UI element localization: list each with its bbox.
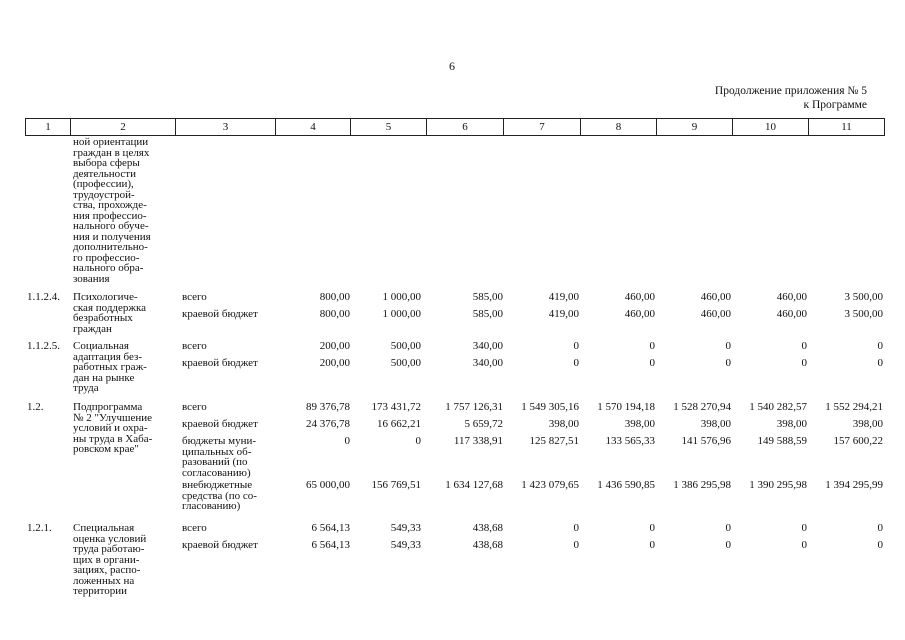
value-cell: 340,00 <box>472 340 503 352</box>
row-code: 1.1.2.4. <box>27 291 60 303</box>
value-cell: 1 540 282,57 <box>749 401 807 413</box>
value-cell: 340,00 <box>472 357 503 369</box>
value-cell: 460,00 <box>624 291 655 303</box>
value-cell: 24 376,78 <box>306 418 350 430</box>
value-cell: 0 <box>725 522 731 534</box>
value-cell: 0 <box>877 357 883 369</box>
column-header: 5 <box>351 119 427 136</box>
value-cell: 1 390 295,98 <box>749 479 807 491</box>
value-cell: 460,00 <box>624 308 655 320</box>
funding-source: краевой бюджет <box>182 418 258 430</box>
value-cell: 460,00 <box>700 308 731 320</box>
value-cell: 0 <box>573 539 579 551</box>
value-cell: 16 662,21 <box>377 418 421 430</box>
value-cell: 0 <box>649 539 655 551</box>
value-cell: 585,00 <box>472 308 503 320</box>
value-cell: 0 <box>344 435 350 447</box>
value-cell: 0 <box>649 357 655 369</box>
value-cell: 125 827,51 <box>529 435 579 447</box>
column-header: 7 <box>504 119 581 136</box>
column-header: 10 <box>733 119 809 136</box>
value-cell: 0 <box>725 340 731 352</box>
continued-item-text: ной ориентации граждан в целях выбора сферы деятельности (профессии), трудоустрой- ства, прохожде- ния профессио- нального обуче- ния и получения дополнительно- го профессио- нального обра- зования <box>73 136 151 285</box>
value-cell: 500,00 <box>390 357 421 369</box>
funding-source: бюджеты муни- ципальных об- разований (по согласованию) <box>182 435 257 479</box>
row-code: 1.1.2.5. <box>27 340 60 352</box>
row-name: Психологиче- ская поддержка безработных граждан <box>73 291 147 335</box>
value-cell: 800,00 <box>319 308 350 320</box>
value-cell: 1 436 590,85 <box>597 479 655 491</box>
appendix-note-line: к Программе <box>803 99 867 111</box>
value-cell: 800,00 <box>319 291 350 303</box>
value-cell: 0 <box>573 340 579 352</box>
value-cell: 1 528 270,94 <box>673 401 731 413</box>
value-cell: 398,00 <box>852 418 883 430</box>
value-cell: 438,68 <box>472 522 503 534</box>
value-cell: 149 588,59 <box>757 435 807 447</box>
value-cell: 460,00 <box>700 291 731 303</box>
column-header: 6 <box>427 119 504 136</box>
value-cell: 460,00 <box>776 308 807 320</box>
funding-source: всего <box>182 291 207 303</box>
value-cell: 549,33 <box>390 539 421 551</box>
funding-source: всего <box>182 522 207 534</box>
value-cell: 1 000,00 <box>382 291 421 303</box>
value-cell: 1 634 127,68 <box>445 479 503 491</box>
value-cell: 141 576,96 <box>681 435 731 447</box>
value-cell: 398,00 <box>776 418 807 430</box>
value-cell: 0 <box>649 522 655 534</box>
value-cell: 156 769,51 <box>371 479 421 491</box>
row-name: Специальная оценка условий труда работаю- щих в органи- зациях, распо- ложенных на территории <box>73 522 147 597</box>
row-name: Подпрограмма № 2 "Улучшение условий и охра- ны труда в Хаба- ровском крае" <box>73 401 153 455</box>
value-cell: 419,00 <box>548 308 579 320</box>
value-cell: 460,00 <box>776 291 807 303</box>
value-cell: 0 <box>573 522 579 534</box>
value-cell: 3 500,00 <box>844 308 883 320</box>
value-cell: 0 <box>725 539 731 551</box>
value-cell: 6 564,13 <box>311 522 350 534</box>
value-cell: 117 338,91 <box>453 435 503 447</box>
column-header: 4 <box>276 119 351 136</box>
value-cell: 65 000,00 <box>306 479 350 491</box>
value-cell: 0 <box>801 522 807 534</box>
value-cell: 0 <box>801 340 807 352</box>
value-cell: 0 <box>877 539 883 551</box>
value-cell: 0 <box>801 357 807 369</box>
funding-source: краевой бюджет <box>182 539 258 551</box>
value-cell: 5 659,72 <box>464 418 503 430</box>
value-cell: 3 500,00 <box>844 291 883 303</box>
value-cell: 200,00 <box>319 340 350 352</box>
value-cell: 585,00 <box>472 291 503 303</box>
value-cell: 173 431,72 <box>371 401 421 413</box>
value-cell: 0 <box>877 340 883 352</box>
value-cell: 1 394 295,99 <box>825 479 883 491</box>
value-cell: 0 <box>573 357 579 369</box>
column-header: 9 <box>657 119 733 136</box>
row-code: 1.2. <box>27 401 44 413</box>
funding-source: краевой бюджет <box>182 357 258 369</box>
value-cell: 0 <box>801 539 807 551</box>
value-cell: 1 757 126,31 <box>445 401 503 413</box>
value-cell: 438,68 <box>472 539 503 551</box>
page-number: 6 <box>449 59 455 73</box>
value-cell: 0 <box>877 522 883 534</box>
funding-source: внебюджетные средства (по со- гласованию) <box>182 479 257 512</box>
value-cell: 1 549 305,16 <box>521 401 579 413</box>
value-cell: 0 <box>415 435 421 447</box>
value-cell: 0 <box>649 340 655 352</box>
value-cell: 398,00 <box>624 418 655 430</box>
value-cell: 500,00 <box>390 340 421 352</box>
row-code: 1.2.1. <box>27 522 52 534</box>
value-cell: 1 423 079,65 <box>521 479 579 491</box>
value-cell: 549,33 <box>390 522 421 534</box>
appendix-note-line: Продолжение приложения № 5 <box>714 85 867 97</box>
value-cell: 398,00 <box>700 418 731 430</box>
value-cell: 0 <box>725 357 731 369</box>
value-cell: 133 565,33 <box>605 435 655 447</box>
value-cell: 1 000,00 <box>382 308 421 320</box>
value-cell: 200,00 <box>319 357 350 369</box>
value-cell: 89 376,78 <box>306 401 350 413</box>
value-cell: 1 386 295,98 <box>673 479 731 491</box>
funding-source: краевой бюджет <box>182 308 258 320</box>
column-header: 1 <box>26 119 71 136</box>
value-cell: 419,00 <box>548 291 579 303</box>
appendix-note <box>715 84 867 112</box>
value-cell: 1 552 294,21 <box>825 401 883 413</box>
column-header: 3 <box>176 119 276 136</box>
value-cell: 398,00 <box>548 418 579 430</box>
column-header: 8 <box>581 119 657 136</box>
column-header: 11 <box>809 119 885 136</box>
funding-source: всего <box>182 401 207 413</box>
column-header: 2 <box>71 119 176 136</box>
value-cell: 1 570 194,18 <box>597 401 655 413</box>
row-name: Социальная адаптация без- работных граж- дан на рынке труда <box>73 340 147 394</box>
value-cell: 6 564,13 <box>311 539 350 551</box>
value-cell: 157 600,22 <box>833 435 883 447</box>
column-header-table <box>25 118 885 136</box>
funding-source: всего <box>182 340 207 352</box>
